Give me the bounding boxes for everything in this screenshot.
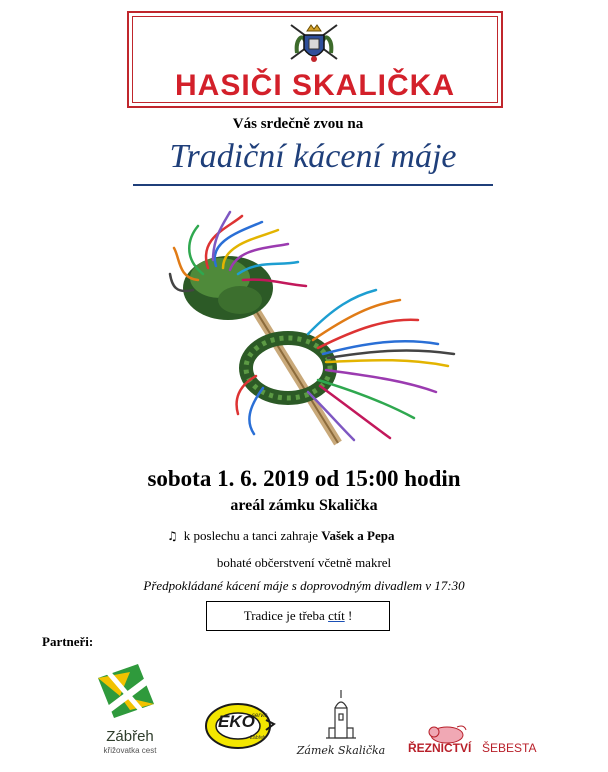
partners-label: Partneři:	[42, 634, 94, 649]
eko-subtitle: servis	[252, 713, 268, 719]
food-line: bohaté občerstvení včetně makrel	[216, 555, 392, 570]
castle-tower-icon	[296, 688, 386, 744]
partner-logo-eko	[202, 698, 278, 754]
title-underline	[133, 184, 493, 186]
invite-line	[0, 116, 608, 133]
motto-text: Tradice je třeba	[243, 608, 325, 623]
eko-name: EKO	[218, 712, 255, 731]
music-prefix: k poslechu a tanci zahraje	[183, 528, 319, 543]
header-banner	[127, 11, 503, 108]
invite-text: Vás srdečně zvou na	[232, 116, 364, 132]
partner-logo-zamek	[296, 688, 386, 760]
music-note-icon: ♫	[167, 529, 178, 543]
reznictvi-name: ŠEBESTA	[482, 741, 537, 755]
firefighter-emblem-icon	[285, 19, 343, 67]
event-date-time: sobota 1. 6. 2019 od 15:00 hodin	[147, 466, 461, 491]
event-place: areál zámku Skalička	[230, 497, 378, 514]
zabreh-subtitle: křižovatka cest	[103, 746, 157, 755]
event-title: Tradiční kácení máje	[169, 138, 457, 175]
motto-underlined: ctít	[328, 608, 345, 623]
music-band: Vašek a Pepa	[321, 528, 395, 543]
zabreh-name: Zábřeh	[106, 728, 154, 745]
maypole-icon	[168, 208, 458, 448]
motto-box	[206, 601, 390, 631]
zamek-name: Zámek Skalička	[296, 744, 386, 757]
music-line	[167, 528, 394, 544]
partner-logo-reznictvi	[406, 722, 536, 760]
partner-logo-zabreh	[90, 660, 170, 755]
motto-suffix: !	[347, 608, 353, 623]
zabreh-cross-icon	[90, 660, 170, 726]
theatre-line: Předpokládané kácení máje s doprovodným divadlem v 17:30	[143, 578, 465, 593]
reznictvi-main: ŘEZNICTVÍ	[408, 741, 472, 755]
eko-place: Zábřeh	[250, 735, 266, 741]
brand-title: HASIČI SKALIČKA	[174, 69, 455, 102]
